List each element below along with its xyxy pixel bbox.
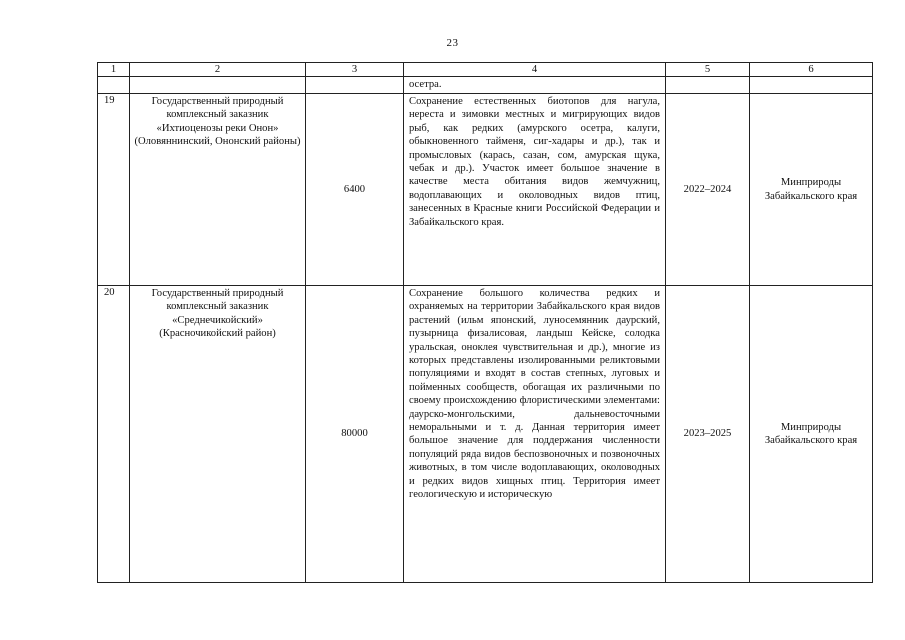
reserve-name: Государственный природный комплексный заказник «Среднечикойский» (Красночикойский район) [130, 286, 306, 583]
implementation-term: 2022–2024 [666, 94, 750, 286]
area-value: 80000 [306, 286, 404, 583]
header-col-3: 3 [306, 63, 404, 77]
implementation-term: 2023–2025 [666, 286, 750, 583]
continuation-area-cell [306, 77, 404, 94]
continuation-term-cell [666, 77, 750, 94]
responsible-body: Минприроды Забайкальского края [750, 94, 873, 286]
page-number: 23 [446, 37, 459, 49]
continuation-responsible-cell [750, 77, 873, 94]
responsible-body: Минприроды Забайкальского края [750, 286, 873, 583]
continuation-description: осетра. [404, 77, 666, 94]
table-row [98, 94, 873, 286]
table-header-row [98, 63, 873, 77]
header-col-2: 2 [130, 63, 306, 77]
reserve-description: Сохранение естественных биотопов для нагула, нереста и зимовки местных и мигрирующих видов рыб, как редких (амурского осетра, калуги, обыкновенного тайменя, сиг-хадары и др.), так и промысловых (карась, сазан, сом, амурская щука, чебак и др.). Участок имеет большое значение в качестве места обитания видов жемчужниц, водоплавающих и околоводных видов птиц, занесенных в Красные книги Российской Федерации и Забайкальского края. [404, 94, 666, 286]
table-row [98, 286, 873, 583]
header-col-1: 1 [98, 63, 130, 77]
reserve-name: Государственный природный комплексный заказник «Ихтиоценозы реки Онон» (Оловяннинский, Ононский районы) [130, 94, 306, 286]
reserve-description: Сохранение большого количества редких и охраняемых на территории Забайкальского края видов растений (ильм японский, луносемянник даурский, пузырница физалисовая, ландыш Кейске, солодка уральская, оноклея чувствительная и др.), многие из которых представлены изолированными реликтовыми популяциями и входят в состав степных, луговых и пойменных сообществ, обогащая их различными по своему происхождению флористическими элементами: даурско-монгольскими, дальневосточными неморальными и т. д. Данная территория имеет большое значение для поддержания численности популяций ряда видов беспозвоночных и позвоночных животных, в том числе водоплавающих, околоводных и редких видов хищных птиц. Территория имеет геологическую и историческую [404, 286, 666, 583]
continuation-row [98, 77, 873, 94]
header-col-6: 6 [750, 63, 873, 77]
protected-areas-table [97, 62, 873, 583]
continuation-num-cell [98, 77, 130, 94]
header-col-4: 4 [404, 63, 666, 77]
header-col-5: 5 [666, 63, 750, 77]
area-value: 6400 [306, 94, 404, 286]
row-number: 19 [98, 94, 130, 286]
row-number: 20 [98, 286, 130, 583]
continuation-name-cell [130, 77, 306, 94]
